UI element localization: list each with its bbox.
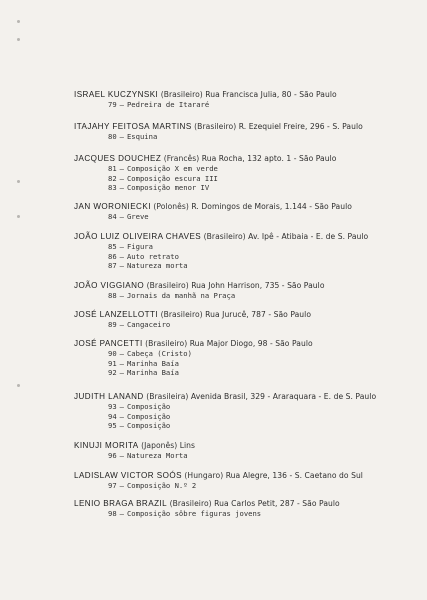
artist-entry — [74, 392, 376, 431]
artist-address: Avenida Brasil, 329 - Araraquara - E. de S. Paulo — [190, 392, 377, 401]
work-number: 87 — [108, 261, 117, 271]
work-title: Natureza morta — [126, 261, 188, 271]
work-title: Composição — [126, 402, 171, 411]
work-number: 97 — [108, 481, 117, 490]
hole-mark — [17, 384, 20, 387]
artist-nationality: (Francês) — [163, 154, 200, 163]
artist-entry — [74, 154, 336, 193]
work-title: Natureza Morta — [126, 451, 188, 460]
work-number: 83 — [108, 183, 117, 193]
artist-address: Rua Rocha, 132 apto. 1 - São Paulo — [201, 154, 337, 163]
work-item: 85 — Figura — [108, 242, 153, 251]
work-title: Esquina — [126, 132, 158, 141]
work-title: Cangaceiro — [126, 320, 171, 329]
artist-line — [74, 90, 337, 100]
artist-nationality: (Polonês) — [153, 202, 189, 211]
work-item: 87 — Natureza morta — [108, 261, 188, 271]
artist-entry — [74, 339, 313, 378]
work-number: 94 — [108, 411, 117, 421]
artist-address: Rua Alegre, 136 - S. Caetano do Sul — [225, 471, 363, 480]
artist-name: ITAJAHY FEITOSA MARTINS — [74, 122, 192, 131]
work-number: 98 — [108, 509, 117, 518]
artist-line — [74, 202, 352, 212]
artist-address: Rua Jurucê, 787 - São Paulo — [205, 310, 312, 319]
work-item: 93 — Composição — [108, 402, 171, 411]
artist-address: R. Domingos de Morais, 1.144 - São Paulo — [191, 202, 352, 211]
artist-line — [74, 392, 376, 402]
artist-nationality: (Hungaro) — [184, 471, 224, 480]
work-number: 96 — [108, 451, 117, 460]
artist-name: JOSÉ LANZELLOTTI — [74, 310, 159, 319]
artist-nationality: (Brasileiro) — [203, 232, 246, 241]
work-title: Composição menor IV — [126, 183, 210, 193]
work-number: 80 — [108, 132, 117, 141]
artist-entry — [74, 122, 363, 142]
artist-address: Rua John Harrison, 735 - São Paulo — [191, 281, 325, 290]
work-title: Jornais da manhã na Praça — [126, 291, 236, 300]
work-number: 93 — [108, 402, 117, 411]
artist-line — [74, 281, 325, 291]
work-item: 81 — Composição X em verde — [108, 164, 218, 173]
artist-entry — [74, 232, 368, 271]
artist-entry — [74, 499, 340, 519]
artist-line — [74, 339, 313, 349]
artist-name: LENIO BRAGA BRAZIL — [74, 499, 168, 508]
work-title: Figura — [126, 242, 153, 251]
work-title: Composição escura III — [126, 173, 218, 183]
work-item: 86 — Auto retrato — [108, 251, 179, 261]
hole-mark — [17, 38, 20, 41]
work-number: 84 — [108, 212, 117, 221]
artist-entry — [74, 471, 363, 491]
work-item: 96 — Natureza Morta — [108, 451, 188, 460]
work-number: 89 — [108, 320, 117, 329]
work-title: Composição sôbre figuras jovens — [126, 509, 262, 518]
artist-name: LADISLAW VICTOR SOÓS — [74, 471, 182, 480]
artist-line — [74, 441, 195, 451]
work-item: 94 — Composição — [108, 411, 171, 421]
work-number: 81 — [108, 164, 117, 173]
work-item: 91 — Marinha Baía — [108, 358, 179, 368]
work-item: 92 — Marinha Baía — [108, 368, 179, 378]
work-item: 79 — Pedreira de Itararé — [108, 100, 210, 109]
artist-nationality: (Brasileiro) — [160, 310, 203, 319]
artist-line — [74, 232, 368, 242]
artist-address: Av. Ipê - Atibaia - E. de S. Paulo — [248, 232, 369, 241]
work-title: Auto retrato — [126, 251, 179, 261]
artist-line — [74, 122, 363, 132]
work-item: 98 — Composição sôbre figuras jovens — [108, 509, 262, 518]
artist-entry — [74, 281, 325, 301]
artist-name: JAN WORONIECKI — [74, 202, 151, 211]
work-item: 89 — Cangaceiro — [108, 320, 171, 329]
work-number: 91 — [108, 358, 117, 368]
hole-mark — [17, 20, 20, 23]
work-item: 88 — Jornais da manhã na Praça — [108, 291, 236, 300]
hole-mark — [17, 180, 20, 183]
artist-nationality: (Japonês) — [141, 441, 178, 450]
work-number: 88 — [108, 291, 117, 300]
work-title: Composição X em verde — [126, 164, 218, 173]
work-title: Cabeça (Cristo) — [126, 349, 192, 358]
artist-nationality: (Brasileiro) — [169, 499, 212, 508]
work-title: Marinha Baía — [126, 368, 179, 378]
work-title: Composição — [126, 411, 171, 421]
work-title: Pedreira de Itararé — [126, 100, 210, 109]
work-number: 95 — [108, 421, 117, 431]
artist-address: Lins — [179, 441, 196, 450]
artist-line — [74, 471, 363, 481]
work-number: 82 — [108, 173, 117, 183]
artist-line — [74, 154, 336, 164]
artist-nationality: (Brasileiro) — [145, 339, 188, 348]
work-item: 82 — Composição escura III — [108, 173, 218, 183]
artist-address: Rua Major Diogo, 98 - São Paulo — [189, 339, 313, 348]
artist-name: JOÃO VIGGIANO — [74, 281, 145, 290]
work-item: 95 — Composição — [108, 421, 171, 431]
artist-nationality: (Brasileiro) — [194, 122, 237, 131]
artist-nationality: (Brasileiro) — [160, 90, 203, 99]
artist-entry — [74, 441, 195, 461]
artist-address: Rua Francisca Julia, 80 - São Paulo — [205, 90, 337, 99]
artist-line — [74, 310, 311, 320]
work-title: Marinha Baía — [126, 358, 179, 368]
artist-name: JOSÉ PANCETTI — [74, 339, 143, 348]
artist-name: JOÃO LUIZ OLIVEIRA CHAVES — [74, 232, 202, 241]
artist-name: ISRAEL KUCZYNSKI — [74, 90, 159, 99]
artist-address: Rua Carlos Petit, 287 - São Paulo — [214, 499, 340, 508]
work-number: 86 — [108, 251, 117, 261]
work-item: 90 — Cabeça (Cristo) — [108, 349, 192, 358]
artist-entry — [74, 202, 352, 222]
artist-nationality: (Brasileira) — [146, 392, 189, 401]
work-item: 84 — Greve — [108, 212, 149, 221]
work-number: 79 — [108, 100, 117, 109]
artist-entry — [74, 310, 311, 330]
artist-name: JACQUES DOUCHEZ — [74, 154, 162, 163]
artist-name: JUDITH LANAND — [74, 392, 144, 401]
artist-line — [74, 499, 340, 509]
artist-name: KINUJI MORITA — [74, 441, 139, 450]
artist-entry — [74, 90, 337, 110]
hole-mark — [17, 215, 20, 218]
work-number: 90 — [108, 349, 117, 358]
work-title: Composição N.º 2 — [126, 481, 197, 490]
work-title: Greve — [126, 212, 149, 221]
work-item: 83 — Composição menor IV — [108, 183, 210, 193]
work-number: 85 — [108, 242, 117, 251]
work-item: 97 — Composição N.º 2 — [108, 481, 197, 490]
work-item: 80 — Esquina — [108, 132, 158, 141]
work-number: 92 — [108, 368, 117, 378]
work-title: Composição — [126, 421, 171, 431]
artist-address: R. Ezequiel Freire, 296 - S. Paulo — [238, 122, 363, 131]
artist-nationality: (Brasileiro) — [146, 281, 189, 290]
